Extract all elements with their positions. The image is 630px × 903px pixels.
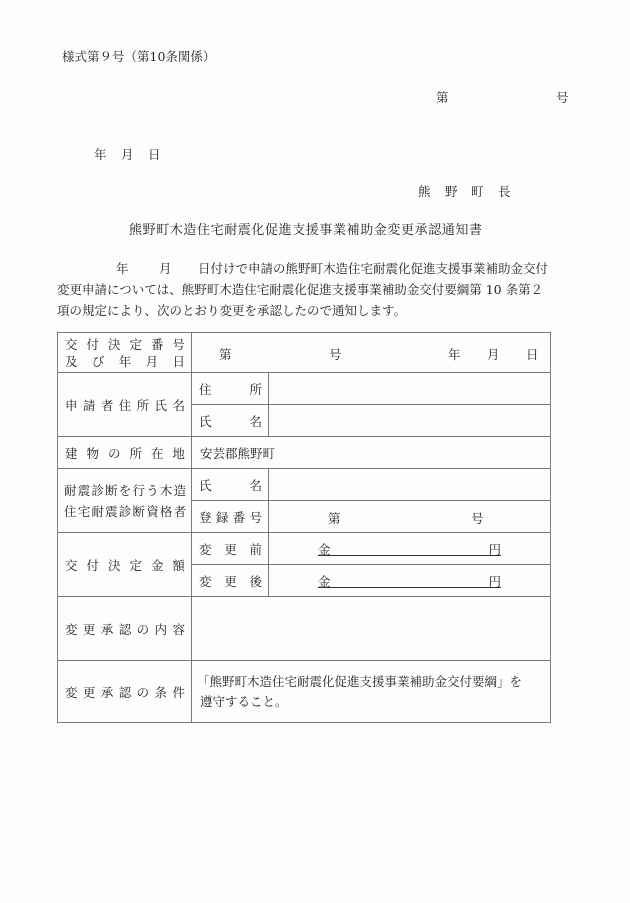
body-paragraph (57, 258, 567, 321)
label-applicant: 申 請 者 住 所 氏 名 (58, 373, 192, 437)
body-month: 月 (159, 261, 172, 276)
change-conditions-field (192, 661, 551, 723)
row-grant-amount-before (58, 533, 551, 565)
doc-number-suffix: 号 (556, 90, 569, 105)
conditions-line2: 遵守すること。 (200, 693, 288, 709)
label-name: 氏 名 (192, 405, 269, 437)
label-inspector: 耐震診断を行う木造 住宅耐震診断資格者 (58, 469, 192, 533)
date-day: 日 (148, 147, 161, 162)
building-location-field[interactable]: 安芸郡熊野町 (192, 437, 551, 469)
row-inspector (58, 469, 551, 501)
row-applicant (58, 373, 551, 405)
label-address: 住 所 (192, 373, 269, 405)
form-number: 様式第９号（第10条関係） (62, 49, 216, 64)
approval-table (57, 332, 551, 723)
decision-number-field[interactable]: 第 号 年 月 日 (192, 333, 551, 373)
date-month: 月 (121, 147, 134, 162)
amount-before-field[interactable] (269, 533, 551, 565)
date-year: 年 (94, 147, 107, 162)
label-before-change: 変 更 前 (192, 533, 269, 565)
conditions-line1: 「熊野町木造住宅耐震化促進支援事業補助金交付要綱」を (197, 673, 523, 689)
row-building-location (58, 437, 551, 469)
label-after-change: 変 更 後 (192, 565, 269, 597)
issuer-char: 長 (498, 184, 511, 199)
label-registration-number: 登 録 番 号 (192, 501, 269, 533)
label-inspector-name: 氏 名 (192, 469, 269, 501)
issuer-char: 熊 (418, 184, 431, 199)
label-change-content: 変 更 承 認 の 内 容 (58, 597, 192, 661)
body-line2: 変更申請については、熊野町木造住宅耐震化促進支援事業補助金交付要綱第 10 条第２ (57, 282, 544, 297)
label-change-conditions: 変 更 承 認 の 条 件 (58, 661, 192, 723)
label-decision-number: 交 付 決 定 番 号 及 び 年 月 日 (58, 333, 192, 373)
body-line1: 日付けで申請の熊野町木造住宅耐震化促進支援事業補助金交付 (198, 261, 549, 276)
label-grant-amount: 交 付 決 定 金 額 (58, 533, 192, 597)
inspector-name-field[interactable] (269, 469, 551, 501)
row-decision-number (58, 333, 551, 373)
applicant-name-field[interactable] (269, 405, 551, 437)
issuer-char: 町 (471, 184, 484, 199)
doc-number-prefix: 第 (436, 90, 449, 105)
registration-number-field[interactable]: 第 号 (269, 501, 551, 533)
row-change-conditions (58, 661, 551, 723)
amount-after-underline: 金 円 (318, 573, 501, 589)
amount-before-underline: 金 円 (318, 541, 501, 557)
change-content-field[interactable] (192, 597, 551, 661)
row-change-content (58, 597, 551, 661)
amount-after-field[interactable] (269, 565, 551, 597)
issuer-char: 野 (445, 184, 458, 199)
body-line3: 項の規定により、次のとおり変更を承認したので通知します。 (57, 303, 407, 318)
label-building-location: 建 物 の 所 在 地 (58, 437, 192, 469)
applicant-address-field[interactable] (269, 373, 551, 405)
document-title: 熊野町木造住宅耐震化促進支援事業補助金変更承認通知書 (129, 223, 483, 238)
body-year: 年 (116, 261, 129, 276)
